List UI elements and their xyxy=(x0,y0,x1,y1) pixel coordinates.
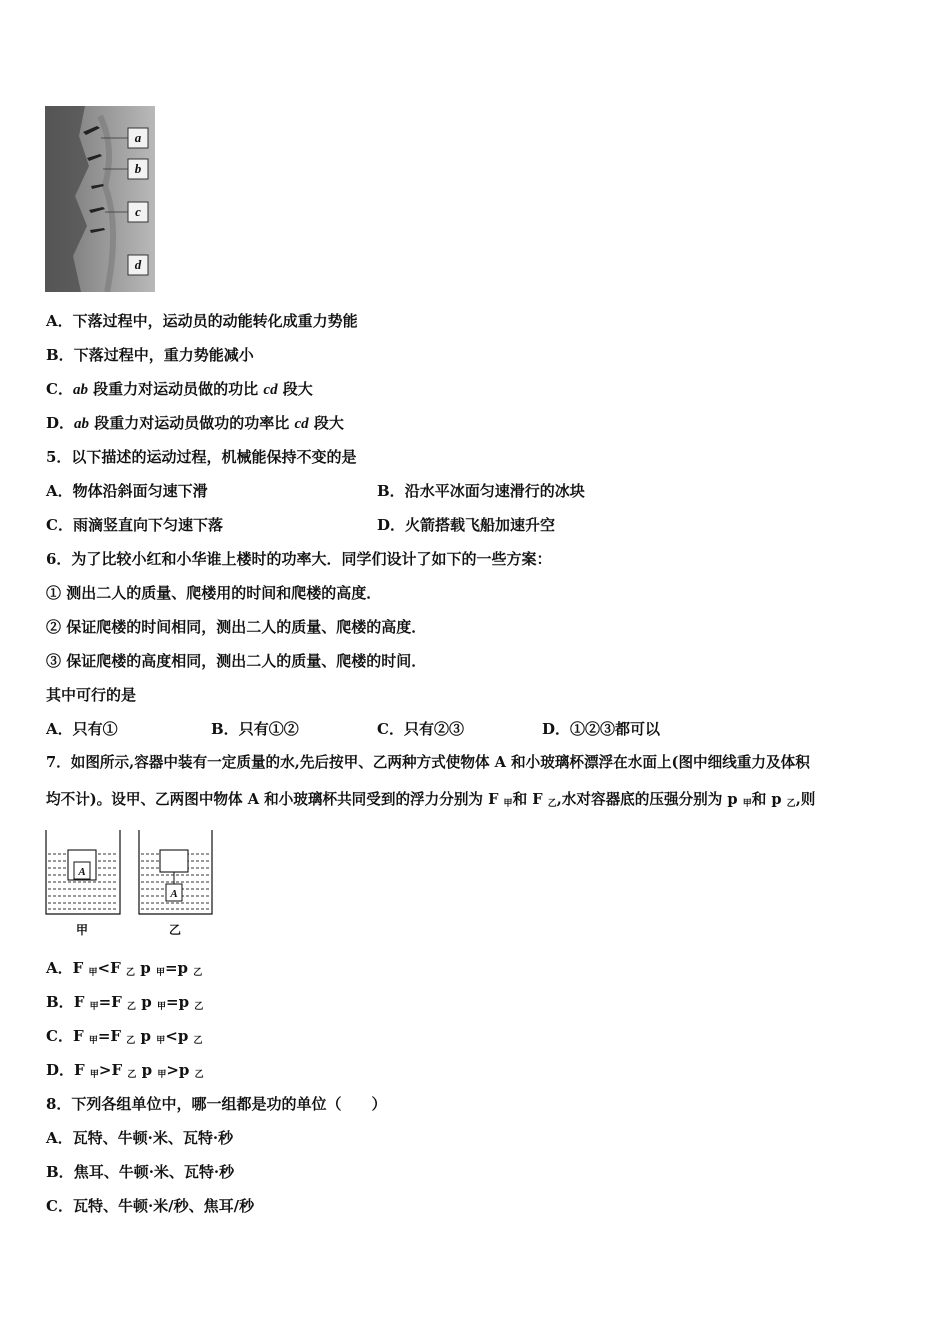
option-text: 段重力对运动员做功的功率比 xyxy=(89,414,295,432)
option-text: 只有②③ xyxy=(403,720,464,738)
option-text: p xyxy=(135,959,156,977)
q4-option-d[interactable] xyxy=(46,413,344,434)
q8-option-b[interactable] xyxy=(46,1162,234,1182)
q5-option-a[interactable] xyxy=(46,481,208,501)
option-text: 雨滴竖直向下匀速下落 xyxy=(72,516,223,534)
option-label: A． xyxy=(46,1129,73,1147)
option-label: C． xyxy=(46,1197,73,1215)
option-label: C． xyxy=(46,380,73,398)
option-label: B． xyxy=(46,993,74,1011)
q5-option-b[interactable] xyxy=(377,481,585,501)
subscript: 乙 xyxy=(547,799,557,809)
subscript: 乙 xyxy=(127,1070,137,1080)
option-text: p xyxy=(136,1061,158,1079)
option-text: 沿水平冰面匀速滑行的冰块 xyxy=(404,482,585,500)
subscript: 甲 xyxy=(156,1002,166,1012)
option-text: <p xyxy=(165,1027,194,1045)
option-text: p xyxy=(136,993,157,1011)
option-label: B． xyxy=(377,482,405,500)
option-text: F xyxy=(72,959,89,977)
option-label: D． xyxy=(377,516,406,534)
q8-option-c[interactable] xyxy=(46,1196,254,1216)
option-text: =p xyxy=(166,993,195,1011)
q6-plan-3: ③ 保证爬楼的高度相同，测出二人的质量、爬楼的时间． xyxy=(46,652,427,670)
segment-cd: cd xyxy=(294,416,309,432)
option-text: 只有① xyxy=(72,720,118,738)
option-text: F xyxy=(74,1061,90,1079)
figure-label-d: d xyxy=(134,257,142,272)
q7-option-b[interactable] xyxy=(46,992,203,1017)
figure-label-c: c xyxy=(135,204,141,219)
option-text: F xyxy=(72,1027,89,1045)
q7-option-a[interactable] xyxy=(46,958,202,983)
option-label: D． xyxy=(46,1061,75,1079)
subscript: 甲 xyxy=(742,799,752,809)
segment-ab: ab xyxy=(72,382,88,398)
figure-label-b: b xyxy=(134,161,142,176)
option-text: =F xyxy=(97,1027,127,1045)
q6-option-c[interactable] xyxy=(377,719,464,739)
subscript: 甲 xyxy=(89,1002,99,1012)
option-text: 只有①② xyxy=(238,720,299,738)
q4-option-b[interactable] xyxy=(46,345,254,365)
subscript: 甲 xyxy=(155,968,165,978)
q5-option-c[interactable] xyxy=(46,515,223,535)
option-label: A． xyxy=(46,720,73,738)
segment-cd: cd xyxy=(263,382,278,398)
option-label: C． xyxy=(46,516,73,534)
stem-text: 均不计)。设甲、乙两图中物体 A 和小玻璃杯共同受到的浮力分别为 F xyxy=(46,791,504,808)
stem-text: 和 p xyxy=(751,791,787,808)
subscript: 甲 xyxy=(88,1036,98,1046)
q5-stem: 5．以下描述的运动过程，机械能保持不变的是 xyxy=(46,448,357,466)
option-text: =F xyxy=(98,993,128,1011)
q7-vessels-figure xyxy=(44,828,220,940)
figure-label-a: a xyxy=(134,130,142,145)
subscript: 甲 xyxy=(89,1070,99,1080)
q8-stem: 8．下列各组单位中，哪一组都是功的单位（ ） xyxy=(46,1095,387,1113)
q4-option-a[interactable] xyxy=(46,311,358,331)
subscript: 甲 xyxy=(157,1070,167,1080)
option-text: ①②③都可以 xyxy=(570,720,661,738)
option-text: 瓦特、牛顿·米/秒、焦耳/秒 xyxy=(72,1197,255,1215)
q6-plan-2: ② 保证爬楼的时间相同，测出二人的质量、爬楼的高度． xyxy=(46,618,427,636)
q7-stem-line1: 7．如图所示,容器中装有一定质量的水,先后按甲、乙两种方式使物体 A 和小玻璃杯漂浮在水面上(图中细线重力及体积 xyxy=(46,754,810,771)
q4-option-c[interactable] xyxy=(46,379,313,400)
option-text-end: 段大 xyxy=(277,380,313,398)
option-label: A． xyxy=(46,482,73,500)
option-text: >p xyxy=(166,1061,195,1079)
q5-option-d[interactable] xyxy=(377,515,555,535)
option-text: 下落过程中，运动员的动能转化成重力势能 xyxy=(72,312,358,330)
q6-option-d[interactable] xyxy=(542,719,660,739)
q6-plan-1: ① 测出二人的质量、爬楼用的时间和爬楼的高度． xyxy=(46,584,382,602)
q8-option-a[interactable] xyxy=(46,1128,233,1148)
subscript: 乙 xyxy=(126,1036,136,1046)
subscript: 乙 xyxy=(193,968,203,978)
skydiver-photo-figure xyxy=(45,106,155,292)
option-label: D． xyxy=(542,720,571,738)
option-label: B． xyxy=(46,1163,74,1181)
subscript: 乙 xyxy=(193,1036,203,1046)
option-text: >F xyxy=(98,1061,128,1079)
option-text: 火箭搭载飞船加速升空 xyxy=(405,516,556,534)
option-label: A． xyxy=(46,959,73,977)
stem-text: ,水对容器底的压强分别为 p xyxy=(556,791,743,808)
option-label: B． xyxy=(46,346,74,364)
option-text: 物体沿斜面匀速下滑 xyxy=(72,482,208,500)
subscript: 甲 xyxy=(156,1036,166,1046)
option-text-end: 段大 xyxy=(308,414,344,432)
option-label: A． xyxy=(46,312,73,330)
option-text: 瓦特、牛顿·米、瓦特·秒 xyxy=(72,1129,234,1147)
stem-text: 和 F xyxy=(512,791,548,808)
q7-option-c[interactable] xyxy=(46,1026,203,1051)
q6-option-a[interactable] xyxy=(46,719,118,739)
option-text: <F xyxy=(97,959,126,977)
subscript: 乙 xyxy=(127,1002,137,1012)
block-label-left: A xyxy=(78,866,86,878)
option-text: F xyxy=(73,993,90,1011)
option-text: 段重力对运动员做的功比 xyxy=(87,380,264,398)
q7-stem-line2 xyxy=(46,790,815,814)
stem-text: ,则 xyxy=(795,791,816,808)
block-label-right: A xyxy=(170,888,178,900)
q7-option-d[interactable] xyxy=(46,1060,204,1085)
option-text: p xyxy=(135,1027,157,1045)
subscript: 乙 xyxy=(194,1002,204,1012)
q6-question: 其中可行的是 xyxy=(46,686,137,704)
segment-ab: ab xyxy=(74,416,90,432)
caption-jia: 甲 xyxy=(75,923,89,937)
subscript: 乙 xyxy=(125,968,135,978)
option-label: C． xyxy=(46,1027,73,1045)
subscript: 甲 xyxy=(88,968,98,978)
option-text: =p xyxy=(164,959,194,977)
option-text: 焦耳、牛顿·米、瓦特·秒 xyxy=(73,1163,235,1181)
option-text: 下落过程中，重力势能减小 xyxy=(73,346,254,364)
q6-option-b[interactable] xyxy=(211,719,299,739)
option-label: D． xyxy=(46,414,75,432)
subscript: 甲 xyxy=(503,799,513,809)
subscript: 乙 xyxy=(786,799,796,809)
caption-yi: 乙 xyxy=(168,923,182,937)
subscript: 乙 xyxy=(194,1070,204,1080)
option-label: C． xyxy=(377,720,404,738)
option-label: B． xyxy=(211,720,239,738)
q6-stem: 6．为了比较小红和小华谁上楼时的功率大．同学们设计了如下的一些方案： xyxy=(46,550,552,568)
